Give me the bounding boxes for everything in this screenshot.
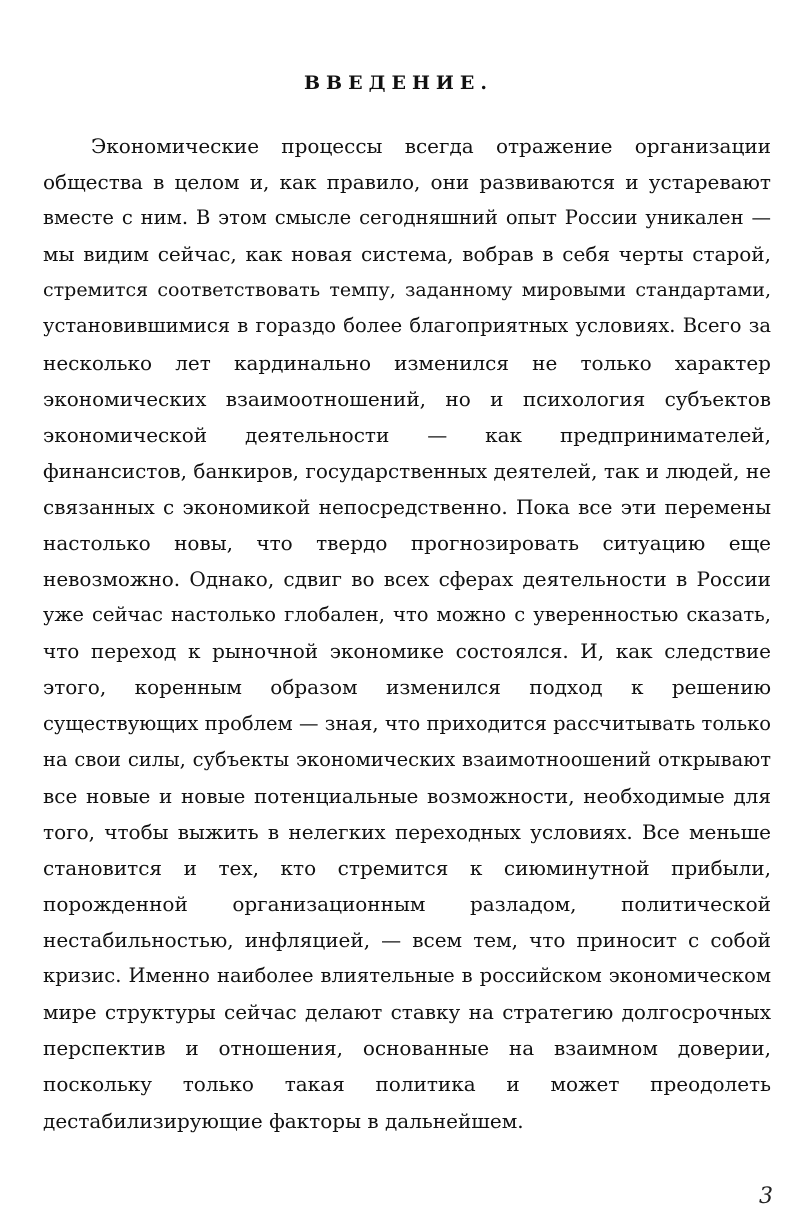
paragraph-line: стремится соответствовать темпу, заданному мировыми стандартами, xyxy=(43,279,771,302)
introduction-paragraph xyxy=(43,128,771,1139)
paragraph-line: этого, коренным образом изменился подход к решению xyxy=(43,675,771,700)
paragraph-line: дестабилизирующие факторы в дальнейшем. xyxy=(43,1108,524,1133)
paragraph-line: становится и тех, кто стремится к сиюминутной прибыли, xyxy=(43,855,771,880)
paragraph-line: на свои силы, субъекты экономических взаимотноошений открывают xyxy=(43,747,771,771)
paragraph-line: Экономические процессы всегда отражение организации xyxy=(91,134,771,158)
paragraph-line: уже сейчас настолько глобален, что можно с уверенностью сказать, xyxy=(43,603,771,627)
paragraph-line: несколько лет кардинально изменился не только характер xyxy=(43,350,771,375)
paragraph-line: мы видим сейчас, как новая система, вобрав в себя черты старой, xyxy=(43,242,771,267)
paragraph-line: общества в целом и, как правило, они развиваются и устаревают xyxy=(43,170,771,195)
paragraph-line: все новые и новые потенциальные возможности, необходимые для xyxy=(43,783,771,808)
paragraph-line: нестабильностью, инфляцией, — всем тем, что приносит с собой xyxy=(43,928,771,953)
paragraph-line: порожденной организационным разладом, политической xyxy=(43,891,771,916)
paragraph-line: мире структуры сейчас делают ставку на стратегию долгосрочных xyxy=(43,1000,771,1025)
paragraph-line: связанных с экономикой непосредственно. Пока все эти перемены xyxy=(43,494,771,519)
paragraph-line: вместе с ним. В этом смысле сегодняшний опыт России уникален — xyxy=(43,206,771,230)
paragraph-line: перспектив и отношения, основанные на взаимном доверии, xyxy=(43,1036,771,1061)
paragraph-line: кризис. Именно наиболее влиятельные в российском экономическом xyxy=(43,964,771,988)
paragraph-line: существующих проблем — зная, что приходится рассчитывать только xyxy=(43,711,771,735)
paragraph-line: финансистов, банкиров, государственных деятелей, так и людей, не xyxy=(43,458,771,483)
paragraph-line: того, чтобы выжить в нелегких переходных условиях. Все меньше xyxy=(43,819,771,844)
paragraph-line: невозможно. Однако, сдвиг во всех сферах деятельности в России xyxy=(43,567,771,592)
paragraph-line: экономической деятельности — как предпринимателей, xyxy=(43,422,771,447)
paragraph-line: что переход к рыночной экономике состоялся. И, как следствие xyxy=(43,639,771,664)
page-title: ВВЕДЕНИЕ. xyxy=(304,72,493,94)
page-number: 3 xyxy=(759,1184,773,1209)
paragraph-line: установившимися в гораздо более благоприятных условиях. Всего за xyxy=(43,314,771,338)
paragraph-line: поскольку только такая политика и может преодолеть xyxy=(43,1072,771,1097)
paragraph-line: экономических взаимоотношений, но и психология субъектов xyxy=(43,386,771,411)
paragraph-line: настолько новы, что твердо прогнозировать ситуацию еще xyxy=(43,531,771,556)
